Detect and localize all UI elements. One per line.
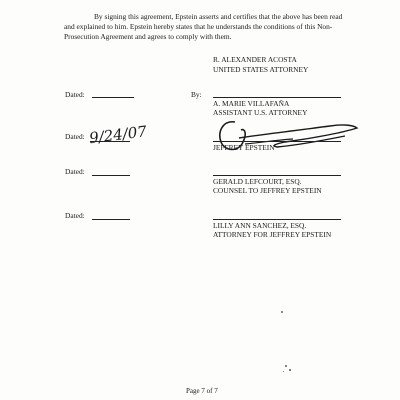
by-label: By: [191, 90, 202, 99]
lefcourt-title: COUNSEL TO JEFFREY EPSTEIN [213, 186, 322, 195]
dated-label-4: Dated: [65, 211, 85, 220]
signature-line-lefcourt [213, 175, 341, 176]
dated-label-2: Dated: [65, 132, 85, 141]
paragraph-line-3: Prosecution Agreement and agrees to comply with them. [64, 32, 232, 42]
scan-speck [283, 371, 284, 372]
dated-label-1: Dated: [65, 90, 85, 99]
sanchez-title: ATTORNEY FOR JEFFREY EPSTEIN [213, 230, 332, 239]
svg-text:9/24/07: 9/24/07 [88, 122, 148, 148]
scan-speck [289, 369, 291, 371]
date-line-1 [92, 97, 134, 98]
scan-speck [281, 311, 283, 313]
signature-line-villafana [213, 97, 341, 98]
date-line-4 [92, 219, 130, 220]
sanchez-name: LILLY ANN SANCHEZ, ESQ. [213, 221, 307, 230]
acosta-title: UNITED STATES ATTORNEY [213, 65, 309, 74]
villafana-title: ASSISTANT U.S. ATTORNEY [213, 108, 308, 117]
signature-line-sanchez [213, 219, 341, 220]
signature-line-epstein [213, 141, 341, 142]
villafana-name: A. MARIE VILLAFAÑA [213, 99, 290, 108]
scan-speck [285, 365, 287, 367]
date-line-3 [92, 175, 130, 176]
dated-label-3: Dated: [65, 167, 85, 176]
paragraph-line-2: and explained to him. Epstein hereby states that he understands the conditions of this Non- [64, 22, 333, 32]
page-number: Page 7 of 7 [186, 387, 218, 395]
date-line-2 [90, 141, 130, 142]
lefcourt-name: GERALD LEFCOURT, ESQ. [213, 177, 302, 186]
epstein-name: JEFFREY EPSTEIN [213, 143, 275, 152]
paragraph-line-1: By signing this agreement, Epstein asserts and certifies that the above has been read [94, 12, 343, 21]
handwritten-date [88, 120, 148, 148]
certification-paragraph [64, 12, 360, 43]
acosta-name: R. ALEXANDER ACOSTA [213, 55, 297, 64]
